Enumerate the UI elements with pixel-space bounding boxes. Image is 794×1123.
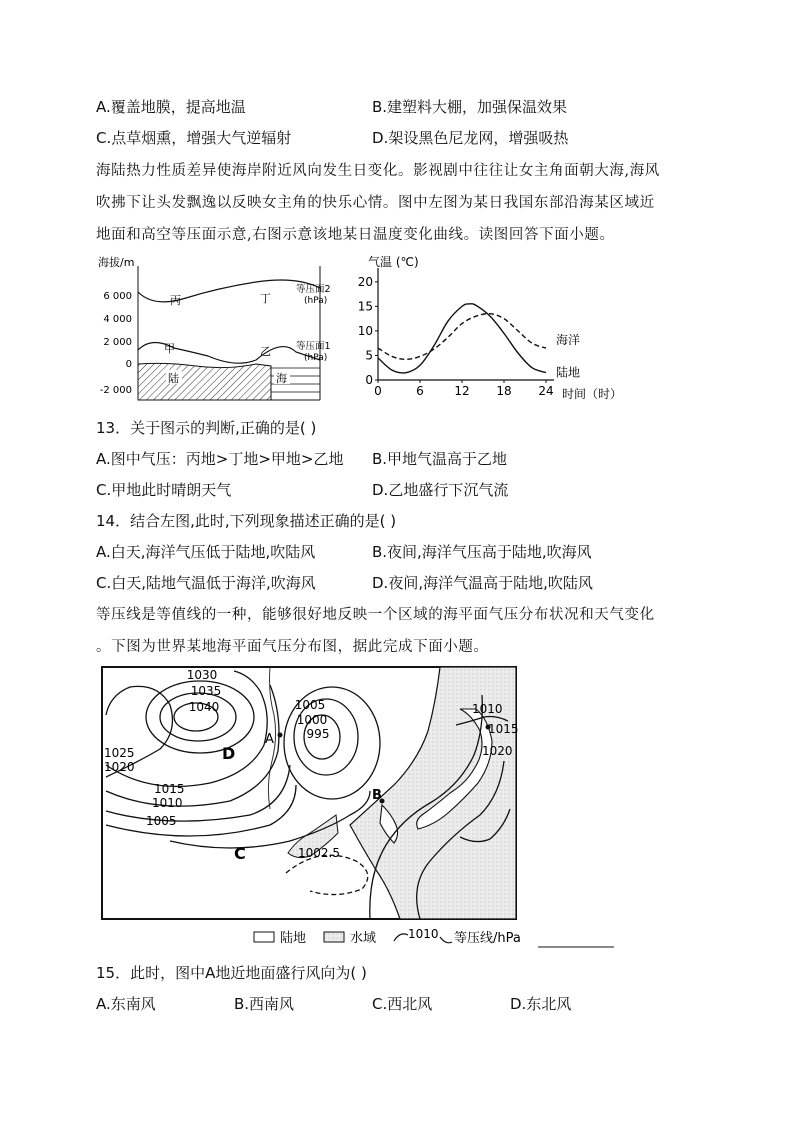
q15-stem: 15．此时，图中A地近地面盛行风向为( )	[96, 964, 367, 982]
legend-land-swatch	[254, 932, 274, 942]
label-yi: 乙	[260, 345, 271, 358]
y-tick-0: 0	[125, 359, 132, 370]
surface2-label: 等压面2	[296, 284, 331, 295]
q15-option-c[interactable]: C.西北风	[372, 995, 433, 1013]
q14-option-c[interactable]: C.白天,陆地气温低于海洋,吹海风	[96, 574, 316, 592]
q13-option-d[interactable]: D.乙地盛行下沉气流	[372, 481, 509, 499]
isobar-label: 1030	[186, 668, 218, 682]
label-lu: 陆	[168, 372, 179, 385]
q15-option-a[interactable]: A.东南风	[96, 995, 156, 1013]
q15-option-d[interactable]: D.东北风	[510, 995, 572, 1013]
q13-option-b[interactable]: B.甲地气温高于乙地	[372, 450, 508, 468]
point-a-dot	[278, 733, 283, 738]
chart-xlabel: 时间（时）	[562, 387, 623, 401]
q13-stem: 13．关于图示的判断,正确的是( )	[96, 419, 317, 437]
label-bing: 丙	[170, 294, 181, 307]
isobaric-surface-2	[138, 280, 320, 302]
isobar-label: 995	[306, 727, 330, 741]
isobar-label: 1010	[152, 796, 183, 810]
point-d-label: D	[222, 744, 236, 763]
passage1-line: 地面和高空等压面示意,右图示意该地某日温度变化曲线。读图回答下面小题。	[96, 227, 615, 243]
passage2-line: 。下图为世界某地海平面气压分布图，据此完成下面小题。	[96, 639, 489, 655]
passage2-line: 等压线是等值线的一种，能够很好地反映一个区域的海平面气压分布状况和天气变化	[96, 607, 655, 623]
temperature-chart	[357, 252, 630, 402]
y-tick-2000: 2 000	[103, 337, 132, 348]
legend-land-label: 陆地	[280, 931, 307, 946]
option-a[interactable]: A.覆盖地膜，提高地温	[96, 98, 246, 116]
y-tick-neg2000: -2 000	[99, 385, 132, 396]
pressure-map	[100, 665, 620, 955]
isobar-label: 1015	[488, 722, 519, 736]
y-tick-4000: 4 000	[103, 314, 132, 325]
x-tick-label: 18	[496, 384, 512, 398]
q14-stem: 14．结合左图,此时,下列现象描述正确的是( )	[96, 512, 397, 530]
legend-isobar-label: 等压线/hPa	[454, 931, 521, 946]
isobaric-surface-figure	[96, 252, 346, 402]
isobar-label: 1002.5	[298, 846, 340, 860]
q14-option-d[interactable]: D.夜间,海洋气温高于陆地,吹陆风	[372, 574, 593, 592]
legend-land: 陆地	[556, 365, 581, 380]
surface2-unit: (hPa)	[304, 296, 328, 306]
isobar-label: 1035	[190, 684, 222, 698]
isobar-label: 1040	[188, 700, 220, 714]
x-tick-label: 12	[454, 384, 470, 398]
surface1-unit: (hPa)	[304, 353, 328, 363]
option-c[interactable]: C.点草烟熏，增强大气逆辐射	[96, 129, 292, 147]
legend-isobar-line	[394, 934, 408, 941]
y-tick-label: 10	[357, 323, 373, 338]
isobar-label: 1010	[472, 702, 503, 716]
x-tick-label: 24	[538, 384, 554, 398]
label-jia: 甲	[164, 342, 175, 355]
q14-option-b[interactable]: B.夜间,海洋气压高于陆地,吹海风	[372, 543, 592, 561]
y-tick-label: 0	[365, 373, 373, 387]
point-b-label: B	[372, 788, 382, 803]
x-tick-label: 0	[374, 384, 382, 398]
x-tick-label: 6	[416, 384, 424, 398]
legend-water-label: 水域	[350, 931, 377, 946]
q13-option-c[interactable]: C.甲地此时晴朗天气	[96, 481, 232, 499]
label-ding: 丁	[260, 292, 271, 305]
isobar-label: 1000	[296, 713, 328, 727]
isobar-label: 1025	[104, 746, 135, 760]
chart-ylabel: 气温 (℃)	[368, 255, 419, 269]
surface1-label: 等压面1	[296, 341, 331, 352]
series-line-ocean	[378, 314, 546, 360]
land-hatched	[138, 363, 271, 400]
y-tick-label: 5	[365, 348, 373, 363]
point-a-label: A	[265, 732, 274, 747]
legend-isobar-value: 1010	[408, 927, 439, 941]
point-c-label: C	[234, 844, 246, 863]
legend-isobar-line	[440, 937, 452, 943]
series-line-land	[378, 304, 546, 373]
q14-option-a[interactable]: A.白天,海洋气压低于陆地,吹陆风	[96, 543, 316, 561]
isobar-label: 1005	[146, 814, 177, 828]
label-hai: 海	[276, 372, 287, 385]
legend-ocean: 海洋	[556, 333, 581, 348]
passage1-line: 海陆热力性质差异使海岸附近风向发生日变化。影视剧中往往让女主角面朝大海,海风	[96, 163, 660, 179]
q15-option-b[interactable]: B.西南风	[234, 995, 295, 1013]
y-tick-label: 15	[357, 299, 373, 314]
option-d[interactable]: D.架设黑色尼龙网，增强吸热	[372, 129, 569, 147]
q13-option-a[interactable]: A.图中气压：丙地>丁地>甲地>乙地	[96, 450, 344, 468]
isobar-label: 1005	[294, 698, 326, 712]
passage1-line: 吹拂下让头发飘逸以反映女主角的快乐心情。图中左图为某日我国东部沿海某区域近	[96, 195, 655, 211]
legend-water-swatch	[324, 932, 344, 942]
isobar-label: 1015	[154, 782, 185, 796]
y-tick-6000: 6 000	[103, 291, 132, 302]
isobar-label: 1020	[482, 744, 513, 758]
y-tick-label: 20	[357, 274, 373, 289]
y-axis-label: 海拔/m	[98, 256, 135, 269]
isobar-label: 1020	[104, 760, 135, 774]
option-b[interactable]: B.建塑料大棚，加强保温效果	[372, 98, 568, 116]
